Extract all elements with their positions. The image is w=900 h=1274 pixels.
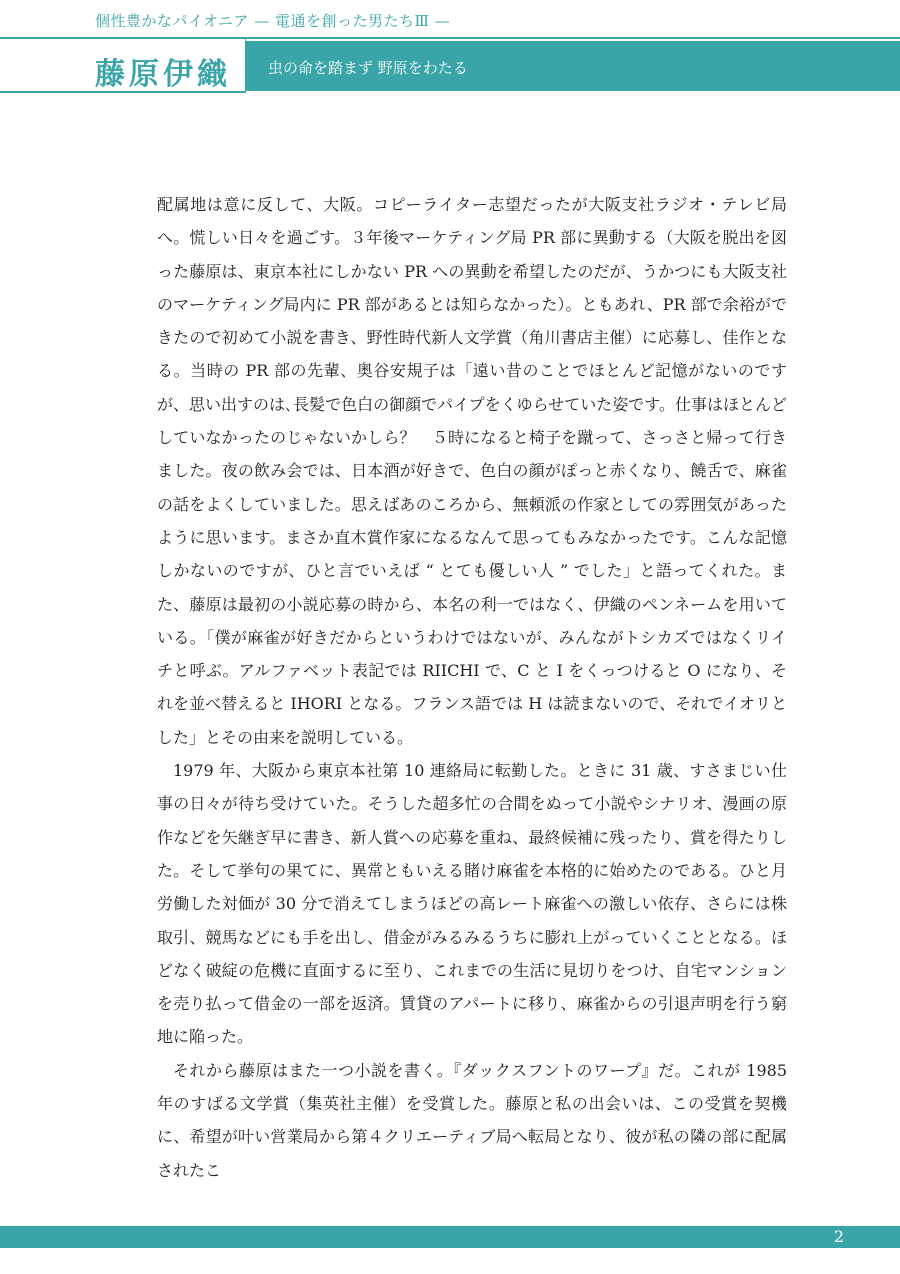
article-body [157, 188, 787, 1187]
paragraph: 配属地は意に反して、大阪。コピーライター志望だったが大阪支社ラジオ・テレビ局へ。慌しい日々を過ごす。３年後マーケティング局 PR 部に異動する（大阪を脱出を図った藤原は、東京本社にしかない PR への異動を希望したのだが、うかつにも大阪支社のマーケティング局内に PR 部があるとは知らなかった）。ともあれ、PR 部で余裕ができたので初めて小説を書き、野性時代新人文学賞（角川書店主催）に応募し、佳作となる。当時の PR 部の先輩、奥谷安規子は「遠い昔のことでほとんど記憶がないのですが、思い出すのは､長髪で色白の御顔でパイプをくゆらせていた姿です。仕事はほとんどしていなかったのじゃないかしら？ ５時になると椅子を蹴って、さっさと帰って行きました。夜の飲み会では、日本酒が好きで、色白の顔がぽっと赤くなり、饒舌で、麻雀の話をよくしていました。思えばあのころから、無頼派の作家としての雰囲気があったように思います。まさか直木賞作家になるなんて思ってもみなかったです。こんな記憶しかないのですが、ひと言でいえば “ とても優しい人 ” でした」と語ってくれた。また、藤原は最初の小説応募の時から、本名の利一ではなく、伊織のペンネームを用いている。「僕が麻雀が好きだからというわけではないが、みんながトシカズではなくリイチと呼ぶ。アルファベット表記では RIICHI で、C と I をくっつけると O になり、それを並べ替えると IHORI となる。フランス語では H は読まないので、それでイオリとした」とその由来を説明している。 [157, 195, 787, 747]
page-number: 2 [833, 1227, 844, 1246]
article-subtitle: 虫の命を踏まず 野原をわたる [268, 59, 468, 77]
series-title: 個性豊かなパイオニア — 電通を創った男たちⅢ — [95, 12, 451, 30]
author-name: 藤原伊織 [95, 57, 231, 92]
paragraph: それから藤原はまた一つ小説を書く。『ダックスフントのワープ』だ。これが 1985 年のすばる文学賞（集英社主催）を受賞した。藤原と私の出会いは、この受賞を契機に、希望が叶い営業局から第４クリエーティブ局へ転局となり、彼が私の隣の部に配属されたこ [157, 1060, 787, 1180]
paragraph: 1979 年、大阪から東京本社第 10 連絡局に転勤した。ときに 31 歳、すさまじい仕事の日々が待ち受けていた。そうした超多忙の合間をぬって小説やシナリオ、漫画の原作などを矢継ぎ早に書き、新人賞への応募を重ね、最終候補に残ったり、賞を得たりした。そして挙句の果てに、異常ともいえる賭け麻雀を本格的に始めたのである。ひと月労働した対価が 30 分で消えてしまうほどの高レート麻雀への激しい依存、さらには株取引、競馬などにも手を出し、借金がみるみるうちに膨れ上がっていくこととなる。ほどなく破綻の危機に直面するに至り、これまでの生活に見切りをつけ、自宅マンションを売り払って借金の一部を返済。賃貸のアパートに移り、麻雀からの引退声明を行う窮地に陥った。 [157, 761, 787, 1047]
footer-band [0, 1226, 900, 1248]
